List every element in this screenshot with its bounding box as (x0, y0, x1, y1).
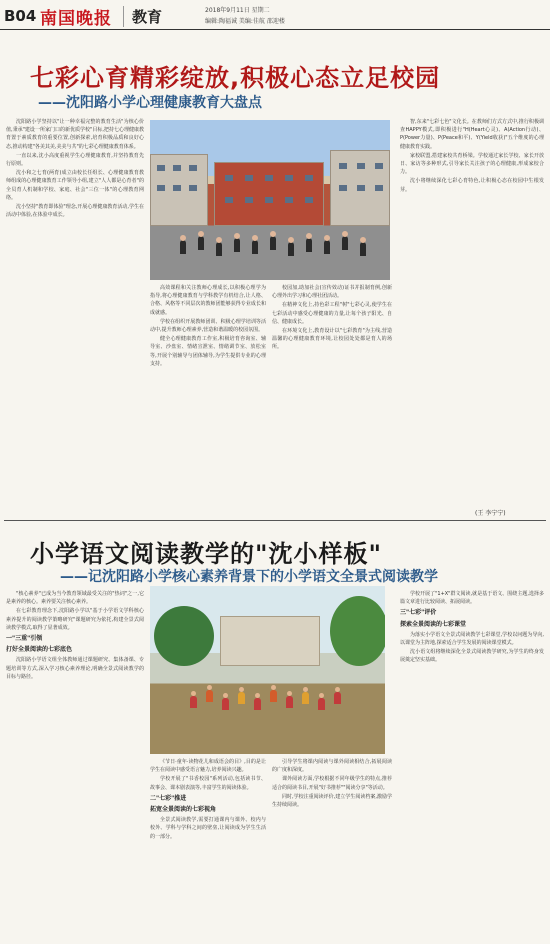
section-heading: 一"三重"引领 (6, 635, 43, 643)
paragraph: 沈小将继续深化七彩心育特色,让积极心态在校园中生根发芽。 (400, 178, 544, 193)
newspaper-name: 南国晚报 (40, 9, 112, 29)
classroom-photo (150, 586, 385, 754)
section-heading: 二"七彩"推进 (150, 794, 187, 802)
paragraph: 同时,学校注重阅读评价,建立学生阅读档案,激励学生持续阅读。 (272, 793, 392, 809)
paragraph: 引导学生将课内阅读与课外阅读相结合,拓展阅读的广度和深度。 (272, 759, 392, 774)
paragraph: "核心素养"已成为当今教育领域最受关注的"热词"之一,它是素养的核心。素养要关注核心素养。 (6, 591, 144, 606)
paragraph: 高效课程和关注教师心理成长,以积极心理学为指导,将心理健康教育与学科教学有机结合,让人格、合格、风格等不同层次的教师团能够获得专业成长和成就感。 (150, 285, 266, 316)
paragraph: 沈小语文组将继续深化全景式阅读教学研究,为学生的终身发展奠定坚实基础。 (400, 649, 544, 664)
story2-column-2 (150, 758, 266, 940)
section-heading: 打好全景阅读的七彩底色 (6, 646, 73, 654)
issue-editors: 编辑:陶福诚 美编:佳航 邵迎楼 (205, 18, 285, 25)
story2-column-4 (400, 590, 544, 940)
paragraph: 学校开展了"书香校园"系列活动,包括读书节、故事会、课本剧表演等,丰富学生的阅读体验。 (150, 776, 266, 791)
page-number: B04 (4, 7, 37, 25)
paragraph: 智,东来"七彩七色"文化长。在教师们方式方式中,推行积极调查HAPPY模式,即积极进行"H(Heart心灵)、A(Action行动)、P(Power力量)、P(Peace和平)、Y(Yield收获)"五个维度的心理健康教育实践。 (400, 119, 544, 150)
paragraph: 沈小和之七育(两育)成立由校长任组长、心理健康教育教师组成的心理健康教育工作领导小组,建立"人人都是心育者"的全员育人机制和学校、家庭、社会"三位一体"的心理教育网络。 (6, 170, 144, 201)
story1-column-3 (272, 284, 392, 508)
paragraph: 沈阳路小学语文组全体教师通过课题研究、集体备课、专题培训等方式,深入学习核心素养理论,明确全景式阅读教学的目标与路径。 (6, 657, 144, 680)
story2-column-1 (6, 590, 144, 940)
issue-date: 2018年9月11日 星期二 (205, 7, 270, 14)
story1-byline: (王 李宁宁) (475, 510, 506, 517)
story1-column-4 (400, 118, 544, 506)
paragraph: 学校在组织开展教师团训、积极心理学培训等活动中,提升教师心理素养,营造和谐温暖的校园氛围。 (150, 318, 266, 334)
paragraph: 课外阅读方面,学校根据不同年级学生的特点,推荐适合的阅读书目,开展"好书推荐""阅读分享"等活动。 (272, 776, 392, 791)
story2-headline: 小学语文阅读教学的"沈小样板" (30, 540, 383, 568)
story2-subhead: ——记沈阳路小学核心素养背景下的小学语文全景式阅读教学 (60, 569, 438, 585)
section-divider (4, 520, 546, 521)
section-heading: 三"七彩"评价 (400, 609, 437, 617)
paragraph: 家校联盟,搭建家校共育桥梁。学校通过家长学校、家长开放日、家访等多种形式,引导家长关注孩子的心理健康,形成家校合力。 (400, 152, 544, 176)
school-photo (150, 120, 390, 280)
paragraph: 《节日·童年·读物花儿和成语会的目》,目的是让学生在阅读中感受语言魅力,培养阅读兴趣。 (150, 759, 266, 774)
paragraph: 沈阳路小学坚持以"让一种幸福完整的教育生活"为核心价值,秉承"建设一所家门口的新优质学校"目标,把持七心理健康教育置于素质教育的重要位置,创新探索,培育积极品质和良好心态,推动构建"各美其美,美美与共"的七彩心理健康教育体系。 (6, 119, 144, 150)
paragraph: 全景式阅读教学,需要打通课内与课外、校内与校外、学科与学科之间的壁垒,让阅读成为学生生活的一部分。 (150, 817, 266, 840)
masthead (0, 0, 550, 30)
section-name: 教育 (123, 6, 162, 27)
paragraph: 在环境文化上,教育设计以"七彩教育"为主线,营造温馨的心理健康教育环境,让校园处处都是育人的场所。 (272, 328, 392, 351)
section-heading: 拓宽全景阅读的七彩视角 (150, 806, 217, 814)
story1-column-1 (6, 118, 144, 508)
story1-subhead: ——沈阳路小学心理健康教育大盘点 (38, 95, 262, 111)
story2-column-3 (272, 758, 392, 940)
paragraph: 在七彩教育理念下,沈阳路小学以"基于小学语文学科核心素养提升的阅读教学策略研究"课题研究为依托,构建全景式阅读教学模式,取得了显著成效。 (6, 608, 144, 631)
paragraph: 健全心理健康教育工作室,积极培育咨询室、辅导室、沙盘室、情绪宣泄室、情绪调节室、放松室等,开展个别辅导与团体辅导,为学生提供专业的心理支持。 (150, 336, 266, 367)
story1-headline: 七彩心育精彩绽放,积极心态立足校园 (30, 64, 441, 92)
paragraph: 学校开展了"1+X"群文阅读,就是基于语文、围绕主题,选择多篇文章进行比较阅读、拓展阅读。 (400, 591, 544, 606)
paragraph: 沈小坚持"教育即体验"理念,开展心理健康教育活动,学生在活动中体验,在体验中成长。 (6, 204, 144, 219)
paragraph: 为落实小学语文全景式阅读教学七彩课堂,学校以问题为导向,以课堂为主阵地,探索适合学生发展的阅读课堂模式。 (400, 631, 544, 647)
paragraph: 在精神文化上,持色彩工程"树"七彩心灵,使学生在七彩活动中感受心理健康的力量,让每个孩子阳光、自信、健康成长。 (272, 302, 392, 325)
section-heading: 探索全景阅读的七彩课堂 (400, 620, 467, 628)
story1-column-2 (150, 284, 266, 508)
paragraph: 校园加,助加社会(宣传效动)证书并报制育例,创新心理外出学习和心理社团活动。 (272, 285, 392, 300)
paragraph: 一直以来,沈小高度重视学生心理健康教育,并坚持教育先行原则。 (6, 152, 144, 168)
